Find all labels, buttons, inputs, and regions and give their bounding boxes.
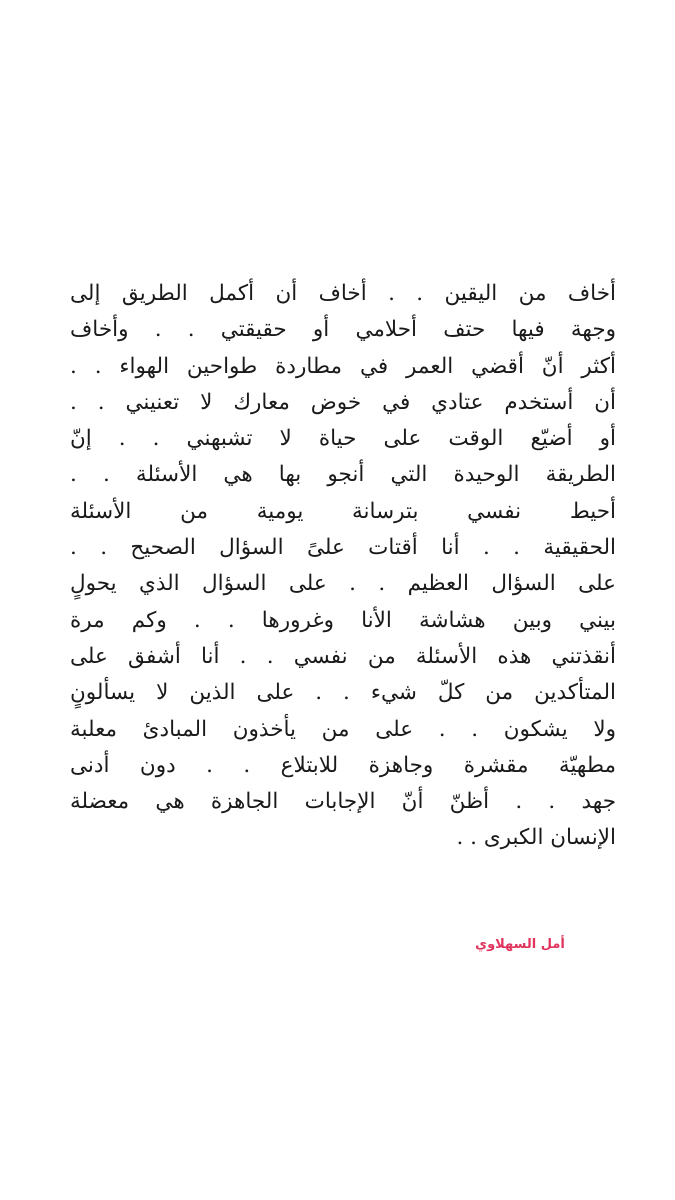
- poem-line: أن أستخدم عتادي في خوض معارك لا تعنيني . .: [70, 389, 616, 415]
- poem-line: أخاف من اليقين . . أخاف أن أكمل الطريق إلى: [70, 281, 616, 306]
- poem-line: على السؤال العظيم . . على السؤال الذي يحولٍ: [70, 571, 616, 597]
- poem-line: المتأكدين من كلّ شيء . . على الذين لا يسألونٍ: [70, 680, 616, 706]
- poem-line: الإنسان الكبرى . .: [456, 825, 616, 851]
- poem-line: ولا يشكون . . على من يأخذون المبادئ معلبة: [70, 716, 616, 742]
- poem-line: أو أضيّع الوقت على حياة لا تشبهني . . إنّ: [70, 426, 616, 452]
- author-signature: أمل السهلاوي: [475, 937, 565, 952]
- poem-line: وجهة فيها حتف أحلامي أو حقيقتي . . وأخاف: [70, 317, 616, 343]
- poem-line: مطهيّة مقشرة وجاهزة للابتلاع . . دون أدنى: [70, 752, 616, 778]
- poem-line: أنقذتني هذه الأسئلة من نفسي . . أنا أشفق على: [70, 643, 616, 669]
- poem-line: بيني وبين هشاشة الأنا وغرورها . . وكم مرة: [70, 607, 616, 633]
- poem-line: جهد . . أظنّ أنّ الإجابات الجاهزة هي معضلة: [70, 789, 616, 815]
- poem-line: أكثر أنّ أقضي العمر في مطاردة طواحين الهواء . .: [70, 353, 616, 379]
- poem-line: الطريقة الوحيدة التي أنجو بها هي الأسئلة . .: [70, 462, 616, 488]
- poem-line: الحقيقية . . أنا أقتات علىً السؤال الصحيح . .: [70, 535, 616, 561]
- poem-line: أحيط نفسي بترسانة يومية من الأسئلة: [70, 498, 616, 524]
- poem-text: [70, 276, 616, 857]
